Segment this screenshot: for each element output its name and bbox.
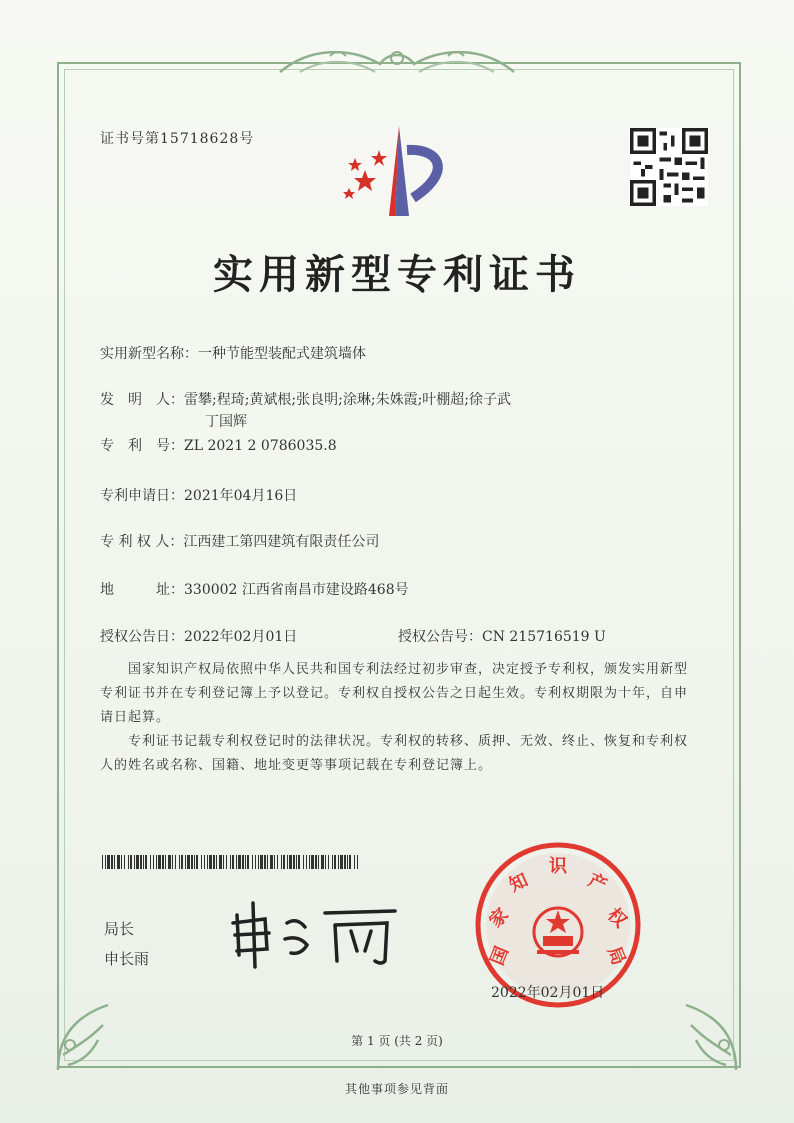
utility-model-name-value: 一种节能型装配式建筑墙体	[198, 346, 366, 362]
address-row	[100, 579, 409, 599]
utility-model-name-row	[100, 343, 366, 363]
grant-announcement-number-label: 授权公告号：	[398, 629, 482, 645]
patent-number-row	[100, 435, 337, 455]
patentee-value: 江西建工第四建筑有限责任公司	[183, 534, 380, 550]
grant-announcement-date-value: 2022年02月01日	[184, 629, 298, 645]
certificate-number: 证书号第15718628号	[100, 131, 255, 147]
footer-note: 其他事项参见背面	[344, 1082, 449, 1096]
svg-text:局: 局	[602, 943, 630, 969]
svg-text:权: 权	[603, 904, 631, 932]
patentee-row	[100, 531, 379, 551]
application-date-label: 专利申请日：	[100, 488, 184, 504]
application-date-row	[100, 485, 297, 505]
svg-text:产: 产	[584, 869, 610, 897]
certificate-title: 实用新型专利证书	[213, 251, 581, 298]
patent-number-value: ZL 2021 2 0786035.8	[184, 438, 337, 454]
address-label: 地 址：	[100, 582, 184, 598]
director-signature-icon	[225, 895, 405, 975]
address-value: 330002 江西省南昌市建设路468号	[184, 582, 409, 598]
inventors-label: 发 明 人：	[100, 392, 184, 408]
svg-text:国: 国	[486, 943, 514, 969]
bottom-right-ornament-icon	[656, 985, 746, 1075]
svg-text:知: 知	[506, 869, 532, 897]
cnipa-logo-icon	[335, 120, 455, 220]
page-indicator: 第 1 页 (共 2 页)	[351, 1034, 443, 1048]
director-name: 申长雨	[104, 950, 150, 968]
application-date-value: 2021年04月16日	[184, 488, 298, 504]
grant-announcement-number-value: CN 215716519 U	[482, 629, 606, 645]
legal-paragraph-2: 专利证书记载专利权登记时的法律状况。专利权的转移、质押、无效、终止、恢复和专利权人的姓名或名称、国籍、地址变更等事项记载在专利登记簿上。	[100, 734, 689, 773]
svg-text:家: 家	[485, 904, 513, 932]
patent-number-label: 专 利 号：	[100, 438, 184, 454]
inventors-row	[100, 389, 511, 409]
barcode-icon	[102, 855, 360, 869]
legal-paragraph-1: 国家知识产权局依照中华人民共和国专利法经过初步审查，决定授予专利权，颁发实用新型专利证书并在专利登记簿上予以登记。专利权自授权公告之日起生效。专利权期限为十年，自申请日起算。	[100, 662, 689, 725]
inventors-value-line2: 丁国辉	[205, 414, 247, 430]
utility-model-name-label: 实用新型名称：	[100, 346, 198, 362]
patentee-label: 专 利 权 人：	[100, 534, 184, 550]
seal-date: 2022年02月01日	[491, 985, 605, 1001]
inventors-value: 雷攀;程琦;黄斌根;张良明;涂琳;朱姝霞;叶棚超;徐子武	[184, 392, 512, 408]
grant-announcement-date-label: 授权公告日：	[100, 629, 184, 645]
grant-announcement-date-row	[100, 626, 297, 646]
inventors-row-continued	[205, 411, 247, 431]
bottom-left-ornament-icon	[48, 985, 138, 1075]
director-title: 局长	[104, 920, 135, 938]
svg-text:识: 识	[549, 856, 567, 877]
top-ornament-icon	[270, 42, 524, 82]
qr-code-icon	[630, 128, 708, 206]
grant-announcement-number-row	[398, 626, 606, 646]
